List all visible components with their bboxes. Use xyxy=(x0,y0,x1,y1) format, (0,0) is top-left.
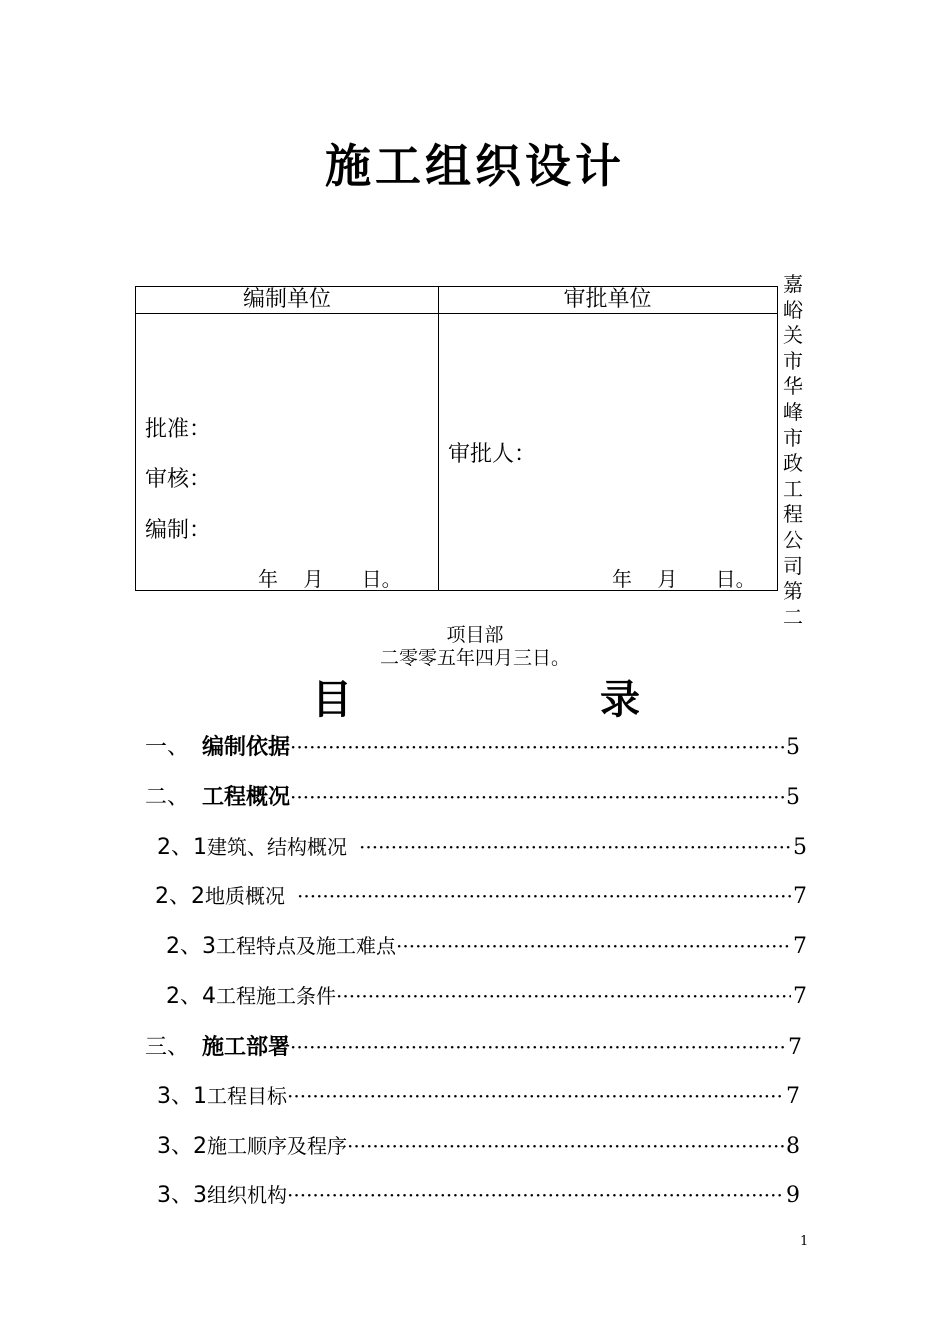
approving-date-line: 年 月 日。 xyxy=(612,567,756,591)
toc-entry-label: 建筑、结构概况 xyxy=(207,835,347,859)
toc-entry-label: 组织机构 xyxy=(207,1183,287,1207)
approval-table xyxy=(135,286,778,591)
toc-entry-page: 8 xyxy=(786,1134,800,1159)
toc-leader-dots xyxy=(336,980,791,1012)
toc-entry-number: 2、3 xyxy=(166,934,216,959)
toc-leader-dots xyxy=(290,1031,786,1063)
toc-entry[interactable] xyxy=(145,781,800,813)
toc-entry-page: 9 xyxy=(786,1183,800,1208)
toc-entry-number: 3、1 xyxy=(157,1084,207,1109)
toc-entry-number: 3、3 xyxy=(157,1183,207,1208)
toc-entry-page: 5 xyxy=(786,785,800,810)
project-department: 项目部 xyxy=(446,624,504,646)
toc-entry-label: 工程施工条件 xyxy=(216,984,336,1008)
toc-entry-number: 2、2 xyxy=(155,884,205,909)
toc-leader-dots xyxy=(287,1080,784,1112)
toc-entry-page: 7 xyxy=(786,1084,800,1109)
toc-entry-number: 2、1 xyxy=(157,835,207,860)
toc-entry[interactable] xyxy=(157,831,807,863)
toc-entry-label: 编制依据 xyxy=(202,735,291,760)
toc-entry[interactable] xyxy=(157,1080,800,1112)
toc-heading-char-1: 目 xyxy=(312,677,352,723)
approve-label: 批准： xyxy=(145,417,212,442)
toc-entry-page: 7 xyxy=(793,984,807,1009)
table-column-divider xyxy=(438,287,439,590)
compile-label: 编制： xyxy=(145,518,212,543)
toc-leader-dots xyxy=(359,831,791,863)
toc-entry[interactable] xyxy=(166,930,807,962)
toc-leader-dots xyxy=(396,930,791,962)
toc-entry[interactable] xyxy=(155,880,807,912)
toc-entry-label: 施工部署 xyxy=(202,1035,291,1060)
toc-entry-number: 三、 xyxy=(145,1035,190,1060)
page-number: 1 xyxy=(800,1234,809,1249)
company-name-vertical: 嘉峪关市华峰市政工程公司第二 xyxy=(783,272,803,629)
toc-entry-number: 3、2 xyxy=(157,1134,207,1159)
toc-entry[interactable] xyxy=(157,1179,800,1211)
toc-entry-label: 施工顺序及程序 xyxy=(207,1134,347,1158)
toc-entry-label: 地质概况 xyxy=(205,884,285,908)
toc-entry[interactable] xyxy=(157,1130,800,1162)
issue-date: 二零零五年四月三日。 xyxy=(379,647,570,669)
toc-leader-dots xyxy=(290,781,784,813)
toc-entry-page: 7 xyxy=(793,884,807,909)
document-title: 施工组织设计 xyxy=(325,139,625,193)
compiling-unit-header: 编制单位 xyxy=(242,287,331,312)
review-label: 审核： xyxy=(145,467,212,492)
toc-leader-dots xyxy=(347,1130,784,1162)
toc-entry-number: 2、4 xyxy=(166,984,216,1009)
table-header-divider xyxy=(136,313,777,314)
toc-entry-page: 7 xyxy=(793,934,807,959)
compiling-date-line: 年 月 日。 xyxy=(258,567,402,591)
toc-entry-page: 7 xyxy=(788,1035,802,1060)
toc-entry-label: 工程目标 xyxy=(207,1084,287,1108)
toc-entry-number: 二、 xyxy=(145,785,190,810)
toc-entry-page: 5 xyxy=(786,735,800,760)
toc-leader-dots xyxy=(297,880,791,912)
toc-entry[interactable] xyxy=(145,731,800,763)
toc-leader-dots xyxy=(290,731,784,763)
toc-entry-label: 工程概况 xyxy=(202,785,291,810)
toc-heading-char-2: 录 xyxy=(600,677,640,723)
toc-entry[interactable] xyxy=(145,1031,802,1063)
toc-entry-label: 工程特点及施工难点 xyxy=(216,934,396,958)
approving-unit-header: 审批单位 xyxy=(563,287,652,312)
toc-leader-dots xyxy=(287,1179,784,1211)
toc-entry[interactable] xyxy=(166,980,807,1012)
toc-entry-number: 一、 xyxy=(145,735,190,760)
approver-label: 审批人： xyxy=(448,442,537,467)
toc-entry-page: 5 xyxy=(793,835,807,860)
